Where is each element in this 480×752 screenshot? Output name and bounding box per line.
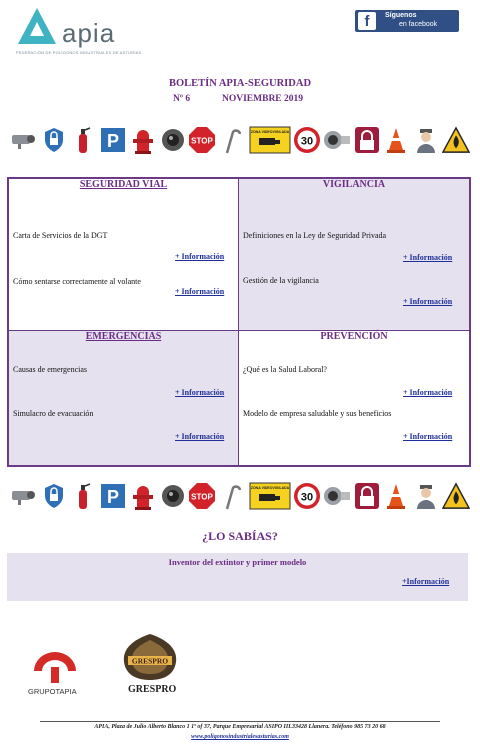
did-you-know-item: Inventor del extintor y primer modelo (168, 557, 307, 567)
section-title: SEGURIDAD VIAL (79, 179, 168, 190)
section-item-text: ¿Qué es la Salud Laboral? (243, 365, 327, 374)
more-info-link[interactable]: + Información (403, 388, 453, 397)
section-title: EMERGENCIAS (85, 331, 162, 342)
more-info-link[interactable]: + Información (403, 297, 453, 306)
fire-hydrant-icon (129, 481, 157, 511)
more-info-link[interactable]: + Información (175, 287, 225, 296)
stop-sign-text: STOP (191, 492, 214, 502)
section-item-text: Gestión de la vigilancia (243, 276, 319, 285)
more-info-link[interactable]: + Información (175, 252, 225, 261)
section-item-text: Carta de Servicios de la DGT (13, 231, 108, 240)
section-item-text: Simulacro de evacuación (13, 409, 94, 418)
section-title: PREVENCIÓN (320, 331, 388, 342)
speed-limit-text: 30 (301, 491, 314, 504)
more-info-link[interactable]: + Información (175, 388, 225, 397)
bulletin-number: Nº 6 (173, 94, 191, 104)
cane-icon (218, 125, 246, 155)
footer-website-link[interactable]: www.poligonosindustrialesasturias.com (191, 734, 289, 740)
grespro-label: GRESPRO (128, 684, 177, 695)
stop-sign-icon (188, 481, 216, 511)
section-item-text: Causas de emergencias (13, 365, 88, 374)
section-title: VIGILANCIA (322, 179, 386, 190)
parking-letter: P (107, 131, 120, 151)
speed-limit-icon (293, 481, 321, 511)
video-surveillance-sign-icon (248, 125, 292, 155)
parking-icon (99, 125, 127, 155)
shield-lock-icon (40, 481, 68, 511)
did-you-know-more-link[interactable]: +Información (402, 577, 450, 586)
bulletin-date: NOVIEMBRE 2019 (222, 94, 304, 104)
cane-icon (218, 481, 246, 511)
grespro-logo[interactable] (118, 632, 182, 682)
footer-divider (40, 721, 440, 722)
security-guard-icon (412, 481, 440, 511)
section-item-text: Modelo de empresa saludable y sus beneficios (243, 409, 392, 418)
more-info-link[interactable]: + Información (175, 432, 225, 441)
facebook-label-follow: Síguenos (385, 12, 417, 19)
speed-limit-text: 30 (301, 135, 314, 148)
fire-extinguisher-icon (69, 125, 97, 155)
did-you-know-box (7, 553, 468, 601)
fire-extinguisher-icon (69, 481, 97, 511)
section-vigilancia (239, 179, 469, 331)
safety-icon-strip-bottom (10, 479, 470, 513)
facebook-icon: f (358, 12, 376, 30)
padlock-icon (353, 481, 381, 511)
apia-tagline: FEDERACIÓN DE POLÍGONOS INDUSTRIALES DE ASTURIAS (16, 50, 142, 55)
speed-limit-icon (293, 125, 321, 155)
more-info-link[interactable]: + Información (403, 432, 453, 441)
did-you-know-title: ¿LO SABÍAS? (202, 529, 278, 543)
fire-hazard-icon (442, 481, 470, 511)
traffic-cone-icon (382, 125, 410, 155)
grupotapia-mark-icon (28, 649, 82, 685)
grespro-emblem-icon (118, 632, 182, 682)
facebook-label-network: en facebook (399, 21, 438, 28)
section-emergencias (9, 331, 239, 465)
fire-hazard-icon (442, 125, 470, 155)
security-camera-icon (10, 125, 38, 155)
apia-logo-icon (16, 6, 58, 46)
section-item-text: Cómo sentarse correctamente al volante (13, 277, 141, 286)
stop-sign-icon (188, 125, 216, 155)
parking-letter: P (107, 487, 120, 507)
cctv-camera-icon (323, 481, 351, 511)
dome-camera-icon (159, 481, 187, 511)
security-guard-icon (412, 125, 440, 155)
bulletin-title: BOLETÍN APIA-SEGURIDAD (168, 78, 312, 89)
stop-sign-text: STOP (191, 136, 214, 146)
footer-address: APIA, Plaza de Julio Alberto Blanco 1 1º of 37, Parque Empresarial ASIPO III.33428 Llanera. Teléfono 985 73 20 68 (94, 724, 386, 730)
section-prevencion (239, 331, 469, 465)
security-camera-icon (10, 481, 38, 511)
fire-hydrant-icon (129, 125, 157, 155)
parking-icon (99, 481, 127, 511)
shield-lock-icon (40, 125, 68, 155)
apia-logo (14, 4, 164, 60)
grespro-emblem-text: GRESPRO (131, 656, 169, 666)
grupotapia-label: GRUPOTAPIA (28, 687, 77, 696)
dome-camera-icon (159, 125, 187, 155)
cctv-camera-icon (323, 125, 351, 155)
traffic-cone-icon (382, 481, 410, 511)
grupotapia-logo[interactable] (28, 649, 82, 685)
video-surveillance-sign-icon (248, 481, 292, 511)
surveillance-sign-text: ZONA VIDEOVIGILADA (250, 486, 289, 490)
safety-icon-strip-top (10, 123, 470, 157)
surveillance-sign-text: ZONA VIDEOVIGILADA (250, 130, 289, 134)
section-item-text: Definiciones en la Ley de Seguridad Privada (243, 231, 387, 240)
section-seguridad-vial (9, 179, 239, 331)
sections-grid (7, 177, 471, 467)
apia-brand-name: apia (62, 18, 116, 48)
facebook-follow-button[interactable] (355, 10, 459, 32)
padlock-icon (353, 125, 381, 155)
more-info-link[interactable]: + Información (403, 253, 453, 262)
